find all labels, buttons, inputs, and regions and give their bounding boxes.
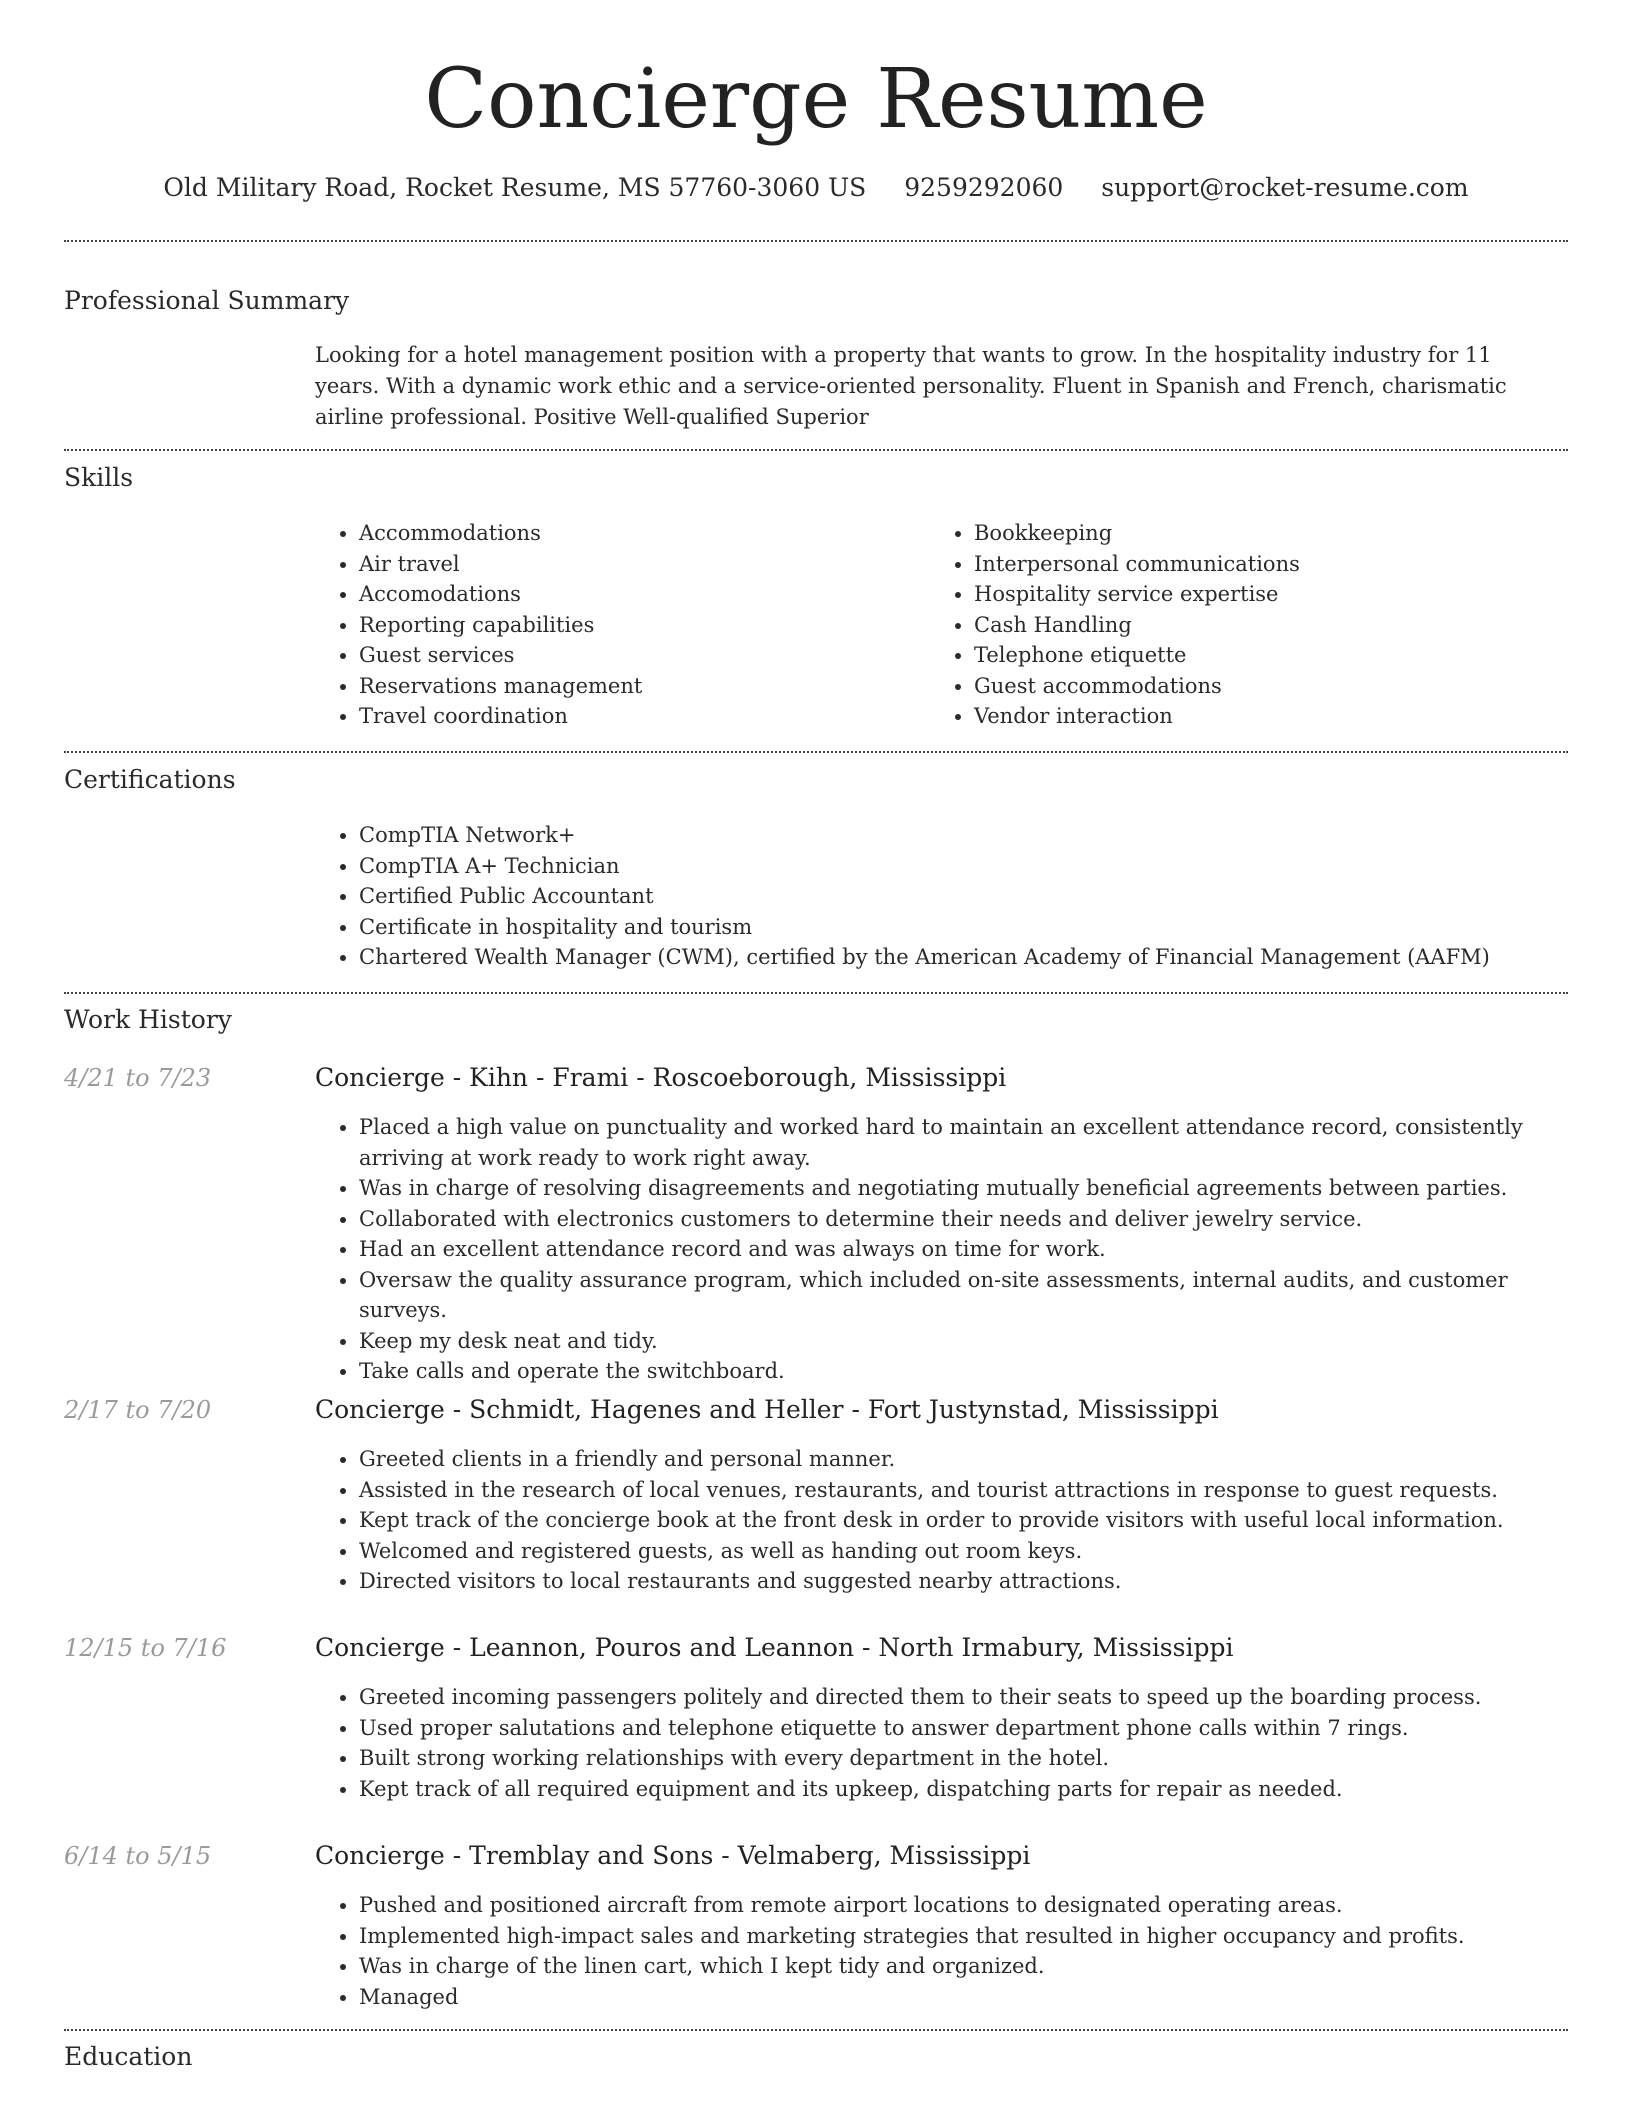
job-bullet: • Kept track of all required equipment and its upkeep, dispatching parts for repair as needed. — [359, 1774, 1599, 1805]
skill-item: • Travel coordination — [359, 701, 919, 732]
job-bullet: • Oversaw the quality assurance program, which included on-site assessments, internal audits, and customer surveys. — [359, 1265, 1599, 1326]
job-bullet: • Placed a high value on punctuality and worked hard to maintain an excellent attendance record, consistently arriving at work ready to work right away. — [359, 1112, 1599, 1173]
skill-item: • Air travel — [359, 549, 919, 580]
work-history-heading: Work History — [64, 1005, 232, 1034]
skill-item: • Interpersonal communications — [974, 549, 1594, 580]
contact-email: support@rocket-resume.com — [1101, 173, 1469, 202]
skill-item: • Cash Handling — [974, 610, 1594, 641]
skill-item: • Accomodations — [359, 579, 919, 610]
job-bullets — [315, 1112, 1599, 1387]
section-divider — [64, 240, 1568, 242]
skill-item: • Bookkeeping — [974, 518, 1594, 549]
job-dates: 2/17 to 7/20 — [64, 1396, 212, 1424]
contact-line — [0, 170, 1632, 206]
certifications-heading: Certifications — [64, 765, 236, 794]
job-bullets — [315, 1682, 1599, 1804]
skill-item: • Telephone etiquette — [974, 640, 1594, 671]
job-bullet: • Keep my desk neat and tidy. — [359, 1326, 1599, 1357]
summary-heading: Professional Summary — [64, 286, 350, 315]
job-bullet: • Greeted clients in a friendly and personal manner. — [359, 1444, 1599, 1475]
skill-item: • Guest accommodations — [974, 671, 1594, 702]
contact-address: Old Military Road, Rocket Resume, MS 57760-3060 US — [163, 173, 867, 202]
certification-item: • Certified Public Accountant — [359, 881, 1599, 912]
skill-item: • Accommodations — [359, 518, 919, 549]
skills-list-right — [930, 518, 1594, 732]
skill-item: • Reservations management — [359, 671, 919, 702]
job-bullet: • Was in charge of resolving disagreements and negotiating mutually beneficial agreements between parties. — [359, 1173, 1599, 1204]
job-bullet: • Implemented high-impact sales and marketing strategies that resulted in higher occupancy and profits. — [359, 1921, 1599, 1952]
section-divider — [64, 992, 1568, 994]
job-bullet: • Managed — [359, 1982, 1599, 2013]
job-title: Concierge - Kihn - Frami - Roscoeborough, Mississippi — [315, 1063, 1007, 1092]
job-bullet: • Built strong working relationships with every department in the hotel. — [359, 1743, 1599, 1774]
skill-item: • Vendor interaction — [974, 701, 1594, 732]
skill-item: • Reporting capabilities — [359, 610, 919, 641]
job-bullet: • Assisted in the research of local venues, restaurants, and tourist attractions in response to guest requests. — [359, 1475, 1599, 1506]
certification-item: • CompTIA A+ Technician — [359, 851, 1599, 882]
job-bullet: • Pushed and positioned aircraft from remote airport locations to designated operating areas. — [359, 1890, 1599, 1921]
job-bullet: • Greeted incoming passengers politely and directed them to their seats to speed up the boarding process. — [359, 1682, 1599, 1713]
section-divider — [64, 2029, 1568, 2031]
certification-item: • CompTIA Network+ — [359, 820, 1599, 851]
skill-item: • Guest services — [359, 640, 919, 671]
job-bullets — [315, 1444, 1599, 1597]
job-bullet: • Used proper salutations and telephone etiquette to answer department phone calls within 7 rings. — [359, 1713, 1599, 1744]
certifications-list — [315, 820, 1599, 973]
summary-text: Looking for a hotel management position with a property that wants to grow. In the hospitality industry for 11 years. With a dynamic work ethic and a service-oriented personality. Fluent in Spanish and French, charismatic airline professional. Positive Well-qualified Superior — [315, 343, 1507, 429]
job-bullet: • Had an excellent attendance record and was always on time for work. — [359, 1234, 1599, 1265]
job-title: Concierge - Schmidt, Hagenes and Heller - Fort Justynstad, Mississippi — [315, 1395, 1219, 1424]
job-title: Concierge - Leannon, Pouros and Leannon - North Irmabury, Mississippi — [315, 1633, 1234, 1662]
job-bullet: • Kept track of the concierge book at the front desk in order to provide visitors with useful local information. — [359, 1505, 1599, 1536]
skills-heading: Skills — [64, 463, 134, 492]
certification-item: • Certificate in hospitality and tourism — [359, 912, 1599, 943]
job-dates: 6/14 to 5/15 — [64, 1842, 212, 1870]
job-bullet: • Welcomed and registered guests, as well as handing out room keys. — [359, 1536, 1599, 1567]
job-bullet: • Directed visitors to local restaurants and suggested nearby attractions. — [359, 1566, 1599, 1597]
job-bullets — [315, 1890, 1599, 2012]
education-heading: Education — [64, 2042, 193, 2071]
section-divider — [64, 449, 1568, 451]
job-dates: 12/15 to 7/16 — [64, 1634, 227, 1662]
job-dates: 4/21 to 7/23 — [64, 1064, 212, 1092]
job-bullet: • Collaborated with electronics customers to determine their needs and deliver jewelry service. — [359, 1204, 1599, 1235]
job-bullet: • Take calls and operate the switchboard. — [359, 1356, 1599, 1387]
skill-item: • Hospitality service expertise — [974, 579, 1594, 610]
job-title: Concierge - Tremblay and Sons - Velmaberg, Mississippi — [315, 1841, 1031, 1870]
resume-title: Concierge Resume — [424, 52, 1208, 147]
section-divider — [64, 751, 1568, 753]
contact-phone: 9259292060 — [904, 173, 1064, 202]
job-bullet: • Was in charge of the linen cart, which I kept tidy and organized. — [359, 1951, 1599, 1982]
skills-list-left — [315, 518, 919, 732]
certification-item: • Chartered Wealth Manager (CWM), certified by the American Academy of Financial Management (AAFM) — [359, 942, 1599, 973]
